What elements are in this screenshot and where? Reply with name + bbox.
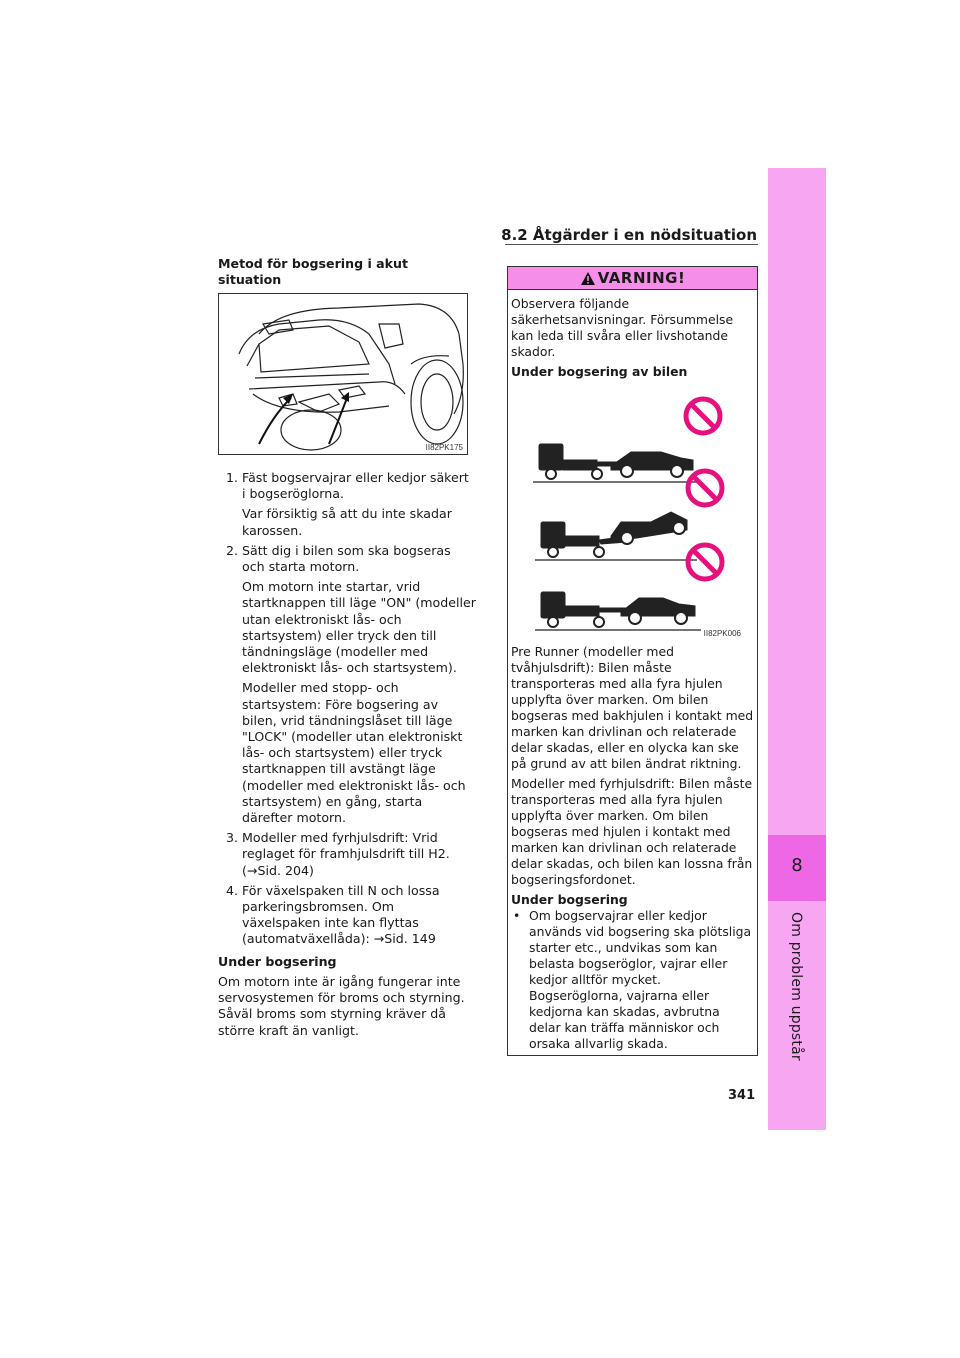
warning-box (507, 266, 758, 1056)
step-note: Modeller med stopp- och startsystem: Före bogsering av bilen, vrid tändningslåset till läge "LOCK" (modeller utan elektroniskt lås- och startsystem) eller tryck startknappen till avstängt läge (modeller med elektroniskt lås- och startsystem) en gång, starta därefter motorn. (242, 680, 466, 826)
warning-triangle-icon (580, 271, 596, 286)
warning-header (508, 267, 757, 290)
under-towing-heading: Under bogsering (218, 953, 337, 969)
warning-subheading: Under bogsering av bilen (511, 364, 688, 379)
warning-title: VARNING! (597, 269, 686, 287)
step-number: 4. (226, 882, 239, 898)
header-divider (505, 244, 758, 245)
step-note: Var försiktig så att du inte skadar karossen. (242, 506, 452, 538)
under-towing-text: Om motorn inte är igång fungerar inte servosystemen för broms och styrning. Såväl broms som styrning kräver då större kraft än vanligt. (218, 973, 465, 1038)
towing-methods-illustration (511, 386, 751, 638)
step-4 (218, 883, 476, 948)
bullet-text: Om bogservajrar eller kedjor används vid bogsering ska plötsliga starter etc., undvikas som kan belasta bogseröglor, vajrar eller kedjor alltför mycket. Bogseröglorna, vajrarna eller kedjorna kan skadas, avbrutna delar kan träffa människor och orsaka allvarlig skada. (529, 908, 752, 1051)
prohibited-towing-drawing (511, 386, 751, 634)
section-heading: Metod för bogsering i akut situation (218, 256, 409, 288)
left-column (218, 256, 473, 288)
step-1 (218, 470, 476, 539)
figure-code: II82PK175 (425, 443, 463, 452)
step-text: Fäst bogservajrar eller kedjor säkert i bogseröglorna. (242, 470, 469, 502)
warning-body (508, 290, 757, 1052)
towing-steps (218, 470, 476, 1039)
section-header: 8.2 Åtgärder i en nödsituation (501, 226, 757, 244)
bullet-dot: • (513, 908, 521, 923)
rear-underbody-drawing (219, 294, 467, 454)
step-text[interactable]: Modeller med fyrhjulsdrift: Vrid reglaget för framhjulsdrift till H2. (→Sid. 204) (242, 830, 450, 878)
towing-eyelet-illustration (218, 293, 468, 455)
warning-subheading: Under bogsering (511, 892, 628, 907)
step-text: Sätt dig i bilen som ska bogseras och starta motorn. (242, 542, 451, 575)
step-text[interactable]: För växelspaken till N och lossa parkeringsbromsen. Om växelspaken inte kan flyttas (automatväxellåda): →Sid. 149 (242, 882, 440, 947)
step-number: 2. (226, 542, 239, 558)
step-3 (218, 830, 476, 879)
figure-code: II82PK006 (703, 629, 741, 638)
chapter-title: Om problem uppstår (788, 912, 804, 1061)
step-number: 3. (226, 830, 239, 846)
warning-paragraph-2wd: Pre Runner (modeller med tvåhjulsdrift): Bilen måste transporteras med alla fyra hjulen upplyfta över marken. Om bilen bogseras med bakhjulen i kontakt med marken kan drivlinan och relaterade delar skadas, eller en olycka kan ske på grund av att bilen ändrat riktning. (511, 644, 754, 771)
chapter-number: 8 (791, 855, 803, 876)
warning-paragraph-4wd: Modeller med fyrhjulsdrift: Bilen måste transporteras med alla fyra hjulen upplyfta över marken. Om bilen bogseras med hjulen i kontakt med marken kan drivlinan och relaterade delar skadas, och bilen kan lossna från bogseringsfordonet. (511, 776, 753, 887)
page-number: 341 (728, 1088, 756, 1103)
step-note: Om motorn inte startar, vrid startknappen till läge "ON" (modeller utan elektroniskt lås- och startsystem) eller tryck den till tändningsläge (modeller med elektroniskt lås- och startsystem). (242, 579, 476, 676)
warning-bullet (511, 908, 754, 1052)
step-2 (218, 543, 476, 826)
step-number: 1. (226, 470, 239, 485)
warning-intro: Observera följande säkerhetsanvisningar. Försummelse kan leda till svåra eller livshotande skador. (511, 296, 734, 359)
